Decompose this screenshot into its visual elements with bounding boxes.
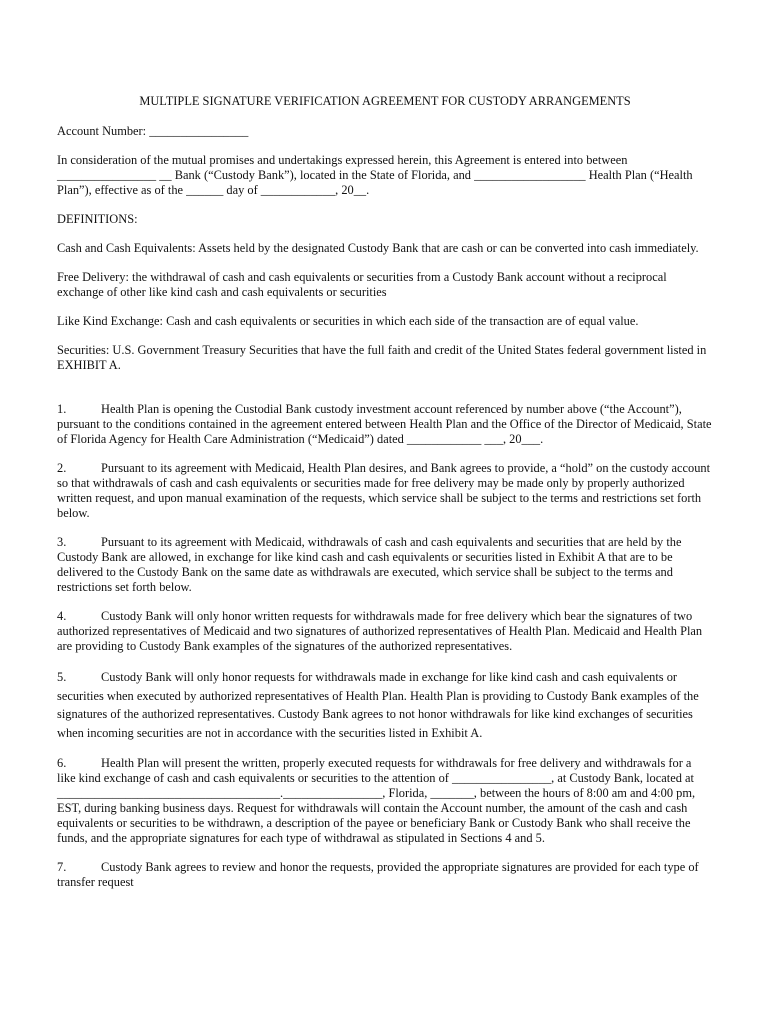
- definition-cash: Cash and Cash Equivalents: Assets held by the designated Custody Bank that are cash or can be converted into cash immediately.: [57, 241, 699, 255]
- section-number: 1.: [57, 402, 67, 416]
- section-4: [57, 609, 713, 654]
- section-2: [57, 461, 713, 521]
- definitions-heading: DEFINITIONS:: [57, 212, 138, 226]
- intro-paragraph: In consideration of the mutual promises and undertakings expressed herein, this Agreement is entered into between ________________ __ Bank (“Custody Bank”), located in the State of Florida, and __________________ Health Plan (“Health Plan”), effective as of the ______ day of ____________, 20__.: [57, 153, 693, 197]
- document-page: [57, 94, 713, 904]
- section-1: [57, 402, 713, 447]
- section-3: [57, 535, 713, 595]
- section-text: Pursuant to its agreement with Medicaid, Health Plan desires, and Bank agrees to provide, a “hold” on the custody account so that withdrawals of cash and cash equivalents or securities made for free delivery may be made only by properly authorized written request, and upon manual examination of the requests, which service shall be subject to the terms and restrictions set forth below.: [57, 461, 711, 520]
- section-number: 6.: [57, 756, 67, 770]
- definition-securities: Securities: U.S. Government Treasury Securities that have the full faith and credit of the United States federal government listed in EXHIBIT A.: [57, 343, 707, 372]
- section-text: Health Plan is opening the Custodial Bank custody investment account referenced by number above (“the Account”), pursuant to the conditions contained in the agreement entered between Health Plan and the Office of the Director of Medicaid, State of Florida Agency for Health Care Administration (“Medicaid”) dated ____________ ___, 20___.: [57, 402, 712, 446]
- section-number: 3.: [57, 535, 67, 549]
- section-text: Custody Bank will only honor requests for withdrawals made in exchange for like kind cash and cash equivalents or securities when executed by authorized representatives of Health Plan. Health Plan is providing to Custody Bank examples of the signatures of the authorized representatives. Custody Bank agrees to not honor withdrawals for like kind exchanges of securities when incoming securities are not in accordance with the securities listed in Exhibit A.: [57, 670, 699, 740]
- section-number: 7.: [57, 860, 67, 874]
- account-number-line: Account Number: ________________: [57, 124, 249, 138]
- document-title: MULTIPLE SIGNATURE VERIFICATION AGREEMENT FOR CUSTODY ARRANGEMENTS: [139, 94, 631, 108]
- section-number: 5.: [57, 670, 67, 684]
- section-6: [57, 756, 713, 846]
- definition-free-delivery: Free Delivery: the withdrawal of cash and cash equivalents or securities from a Custody Bank account without a reciprocal exchange of other like kind cash and cash equivalents or securities: [57, 270, 667, 299]
- section-5: [57, 668, 713, 742]
- section-number: 2.: [57, 461, 67, 475]
- section-text: Pursuant to its agreement with Medicaid, withdrawals of cash and cash equivalents and securities that are held by the Custody Bank are allowed, in exchange for like kind cash and cash equivalents or securities listed in Exhibit A that are to be delivered to the Custody Bank on the same date as withdrawals are executed, which service shall be subject to the terms and restrictions set forth below.: [57, 535, 682, 594]
- section-text: Custody Bank will only honor written requests for withdrawals made for free delivery which bear the signatures of two authorized representatives of Medicaid and two signatures of authorized representatives of Health Plan. Medicaid and Health Plan are providing to Custody Bank examples of the signatures of the authorized representatives.: [57, 609, 703, 653]
- section-text: Health Plan will present the written, properly executed requests for withdrawals for free delivery and withdrawals for a like kind exchange of cash and cash equivalents or securities to the attention of ________________, at Custody Bank, located at ____________________________________.________________, Florida, _______, between the hours of 8:00 am and 4:00 pm, EST, during banking business days. Request for withdrawals will contain the Account number, the amount of the cash and cash equivalents or securities to be withdrawn, a description of the payee or beneficiary Bank or Custody Bank who shall receive the funds, and the appropriate signatures for each type of withdrawal as stipulated in Sections 4 and 5.: [57, 756, 696, 845]
- definition-like-kind-exchange: Like Kind Exchange: Cash and cash equivalents or securities in which each side of the transaction are of equal value.: [57, 314, 639, 328]
- section-7: [57, 860, 713, 890]
- section-number: 4.: [57, 609, 67, 623]
- section-text: Custody Bank agrees to review and honor the requests, provided the appropriate signatures are provided for each type of transfer request: [57, 860, 699, 889]
